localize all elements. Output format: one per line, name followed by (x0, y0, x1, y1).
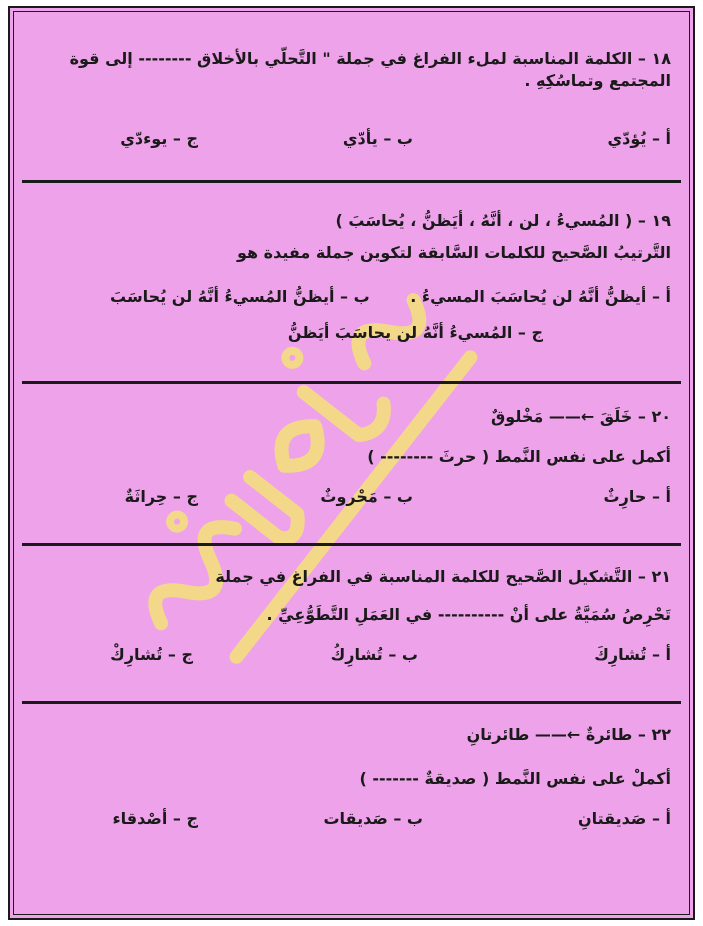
q18-option-c[interactable]: ج – يوءدّي (120, 129, 198, 148)
question-20-prompt: أكمل على نفس النَّمط ( حرثَ -------- ) (367, 447, 671, 466)
divider (22, 543, 681, 546)
q19-option-c[interactable]: ج – المُسيءُ أنَّهُ لن يحاسَبَ أيَظنُّ (287, 323, 543, 342)
question-21-prompt: ٢١ – التَّشكيل الصَّحيح للكلمة المناسبة في الفراغ في جملة (215, 567, 671, 586)
question-21-sentence: تَحْرِصُ سُمَيَّةُ على أنْ ---------- في العَمَلِ التَّطَوُّعِيِّ . (266, 605, 671, 624)
q18-option-a[interactable]: أ – يُؤدّي (607, 129, 671, 148)
question-18-text: ١٨ – الكلمة المناسبة لملء الفراغ في جملة " التَّحلّي بالأخلاق -------- إلى قوة المجتمع وتماسُكِهِ . (69, 49, 671, 90)
q20-option-b[interactable]: ب – مَحْروثٌ (320, 487, 413, 506)
question-19-prompt: التَّرتيبُ الصَّحيح للكلمات السَّابقة لتكوين جملة مفيدة هو (236, 243, 671, 262)
q20-option-c[interactable]: ج – حِراثَةٌ (124, 487, 198, 506)
worksheet-page (8, 6, 695, 920)
q22-option-a[interactable]: أ – صَديقتانِ (577, 809, 671, 828)
q21-option-a[interactable]: أ – تُشارِكَ (594, 645, 671, 664)
q21-option-b[interactable]: ب – تُشارِكُ (330, 645, 418, 664)
question-22-example: ٢٢ – طائرةٌ ←—— طائرتانِ (466, 725, 671, 744)
question-19-words: ١٩ – ( المُسيءُ ، لن ، أنَّهُ ، أيَظنُّ ، يُحاسَبَ ) (335, 211, 671, 230)
q19-option-b[interactable]: ب – أيظنُّ المُسيءُ أنَّهُ لن يُحاسَبَ (110, 287, 370, 306)
q20-option-a[interactable]: أ – حارِثٌ (603, 487, 671, 506)
question-22-prompt: أكملْ على نفس النَّمط ( صديقةٌ ------- ) (359, 769, 671, 788)
q18-option-b[interactable]: ب – يأدّي (342, 129, 413, 148)
q22-option-c[interactable]: ج – أصْدقاء (112, 809, 198, 828)
q22-option-b[interactable]: ب – صَديقات (323, 809, 423, 828)
q19-option-a[interactable]: أ – أيظنُّ أنَّهُ لن يُحاسَبَ المسيءُ . (410, 287, 671, 306)
divider (22, 701, 681, 704)
divider (22, 180, 681, 183)
divider (22, 381, 681, 384)
q21-option-c[interactable]: ج – تُشارِكْ (110, 645, 193, 664)
question-20-example: ٢٠ – خَلَقَ ←—— مَخْلوقٌ (490, 407, 671, 426)
